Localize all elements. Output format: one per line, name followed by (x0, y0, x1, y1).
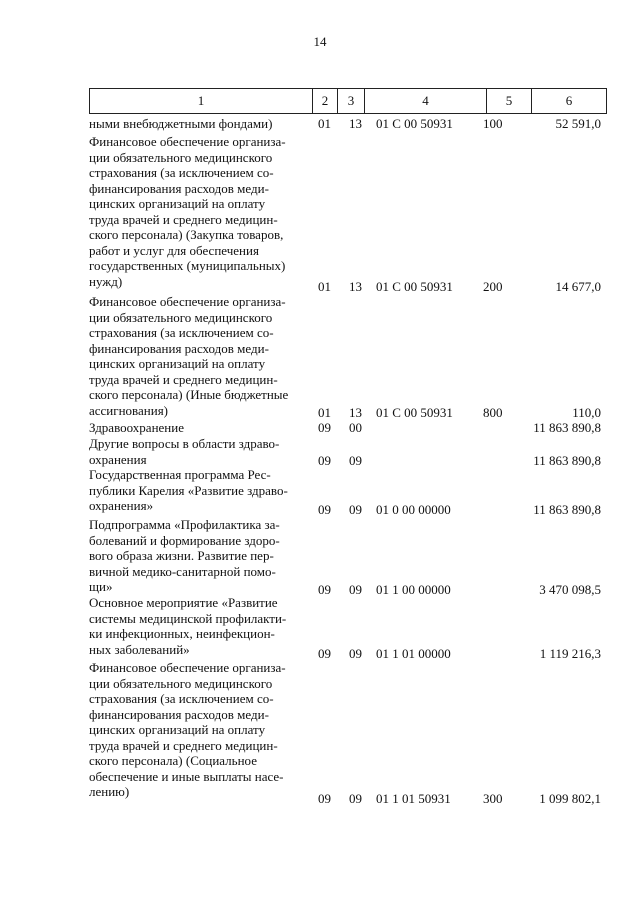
cell-pr: 09 (349, 502, 362, 517)
description-line: ского персонала) (Закупка товаров, (89, 227, 284, 242)
row-description (89, 467, 309, 514)
cell-sum: 110,0 (572, 405, 601, 420)
cell-vr: 300 (483, 791, 503, 806)
header-col-6: 6 (565, 93, 573, 108)
description-line: страхования (за исключением со- (89, 691, 274, 706)
description-line: Подпрограмма «Профилактика за- (89, 517, 280, 532)
description-line: ского персонала) (Социальное (89, 753, 257, 768)
row-description (89, 660, 309, 800)
description-line: вичной медико-санитарной помо- (89, 563, 276, 579)
description-line: страхования (за исключением со- (89, 165, 274, 180)
row-description (89, 134, 309, 289)
description-line: государственных (муниципальных) (89, 258, 286, 273)
header-col-3: 3 (338, 89, 365, 113)
cell-rz: 09 (318, 453, 331, 468)
description-line: ассигнования) (89, 402, 169, 418)
description-line: щи» (89, 579, 113, 594)
description-line: Государственная программа Рес- (89, 467, 271, 482)
cell-pr: 09 (349, 453, 362, 468)
row-description (89, 436, 309, 467)
header-col-5: 5 (487, 89, 532, 113)
cell-rz: 09 (318, 502, 331, 517)
cell-csr: 01 С 00 50931 (376, 116, 453, 131)
description-line: обеспечение и иные выплаты насе- (89, 768, 284, 784)
description-line: Основное мероприятие «Развитие (89, 595, 278, 610)
cell-vr: 100 (483, 116, 503, 131)
page-number: 14 (313, 34, 327, 49)
cell-sum: 11 863 890,8 (533, 502, 601, 517)
header-col-1: 1 (90, 89, 313, 113)
cell-pr: 13 (349, 116, 362, 131)
description-line: охранения (89, 451, 147, 467)
cell-rz: 01 (318, 405, 331, 420)
description-line: ции обязательного медицинского (89, 309, 273, 325)
description-line: работ и услуг для обеспечения (89, 242, 259, 258)
row-description (89, 116, 309, 132)
cell-pr: 09 (349, 582, 362, 597)
cell-sum: 3 470 098,5 (539, 582, 601, 597)
header-col-4: 4 (365, 89, 487, 113)
table-header (89, 88, 607, 114)
description-line: ского персонала) (Иные бюджетные (89, 387, 289, 402)
description-line: труда врачей и среднего медицин- (89, 737, 278, 753)
description-line: ки инфекционных, неинфекцион- (89, 626, 275, 641)
cell-sum: 52 591,0 (555, 116, 601, 131)
cell-sum: 1 119 216,3 (539, 646, 601, 661)
description-line: системы медицинской профилакти- (89, 610, 287, 626)
cell-csr: 01 0 00 00000 (376, 502, 451, 517)
description-line: страхования (за исключением со- (89, 325, 274, 340)
cell-vr: 800 (483, 405, 503, 420)
cell-csr: 01 С 00 50931 (376, 405, 453, 420)
cell-sum: 1 099 802,1 (539, 791, 601, 806)
description-line: публики Карелия «Развитие здраво- (89, 482, 288, 498)
description-line: труда врачей и среднего медицин- (89, 371, 278, 387)
cell-rz: 09 (318, 420, 331, 435)
description-line: финансирования расходов меди- (89, 180, 269, 196)
cell-sum: 11 863 890,8 (533, 420, 601, 435)
cell-pr: 00 (349, 420, 362, 435)
description-line: нужд) (89, 273, 123, 289)
cell-vr: 200 (483, 279, 503, 294)
cell-pr: 13 (349, 279, 362, 294)
row-description (89, 595, 309, 657)
cell-csr: 01 1 00 00000 (376, 582, 451, 597)
row-description (89, 517, 309, 595)
row-description (89, 420, 309, 436)
description-line: болеваний и формирование здоро- (89, 532, 280, 548)
row-description (89, 294, 309, 418)
description-line: цинских организаций на оплату (89, 196, 266, 211)
description-line: ных заболеваний» (89, 641, 190, 657)
description-line: лению) (89, 784, 130, 799)
cell-sum: 14 677,0 (555, 279, 601, 294)
description-line: ции обязательного медицинского (89, 675, 273, 691)
description-line: ными внебюджетными фондами) (89, 116, 273, 131)
description-line: финансирования расходов меди- (89, 706, 269, 722)
description-line: охранения» (89, 498, 154, 513)
cell-rz: 09 (318, 791, 331, 806)
description-line: финансирования расходов меди- (89, 340, 269, 356)
cell-rz: 09 (318, 646, 331, 661)
cell-csr: 01 С 00 50931 (376, 279, 453, 294)
cell-rz: 01 (318, 279, 331, 294)
cell-csr: 01 1 01 00000 (376, 646, 451, 661)
description-line: Финансовое обеспечение организа- (89, 134, 286, 149)
description-line: Здравоохранение (89, 420, 184, 435)
description-line: цинских организаций на оплату (89, 356, 266, 371)
description-line: Другие вопросы в области здраво- (89, 436, 280, 451)
cell-pr: 09 (349, 791, 362, 806)
cell-rz: 09 (318, 582, 331, 597)
cell-rz: 01 (318, 116, 331, 131)
cell-sum: 11 863 890,8 (533, 453, 601, 468)
header-col-2: 2 (313, 89, 338, 113)
cell-pr: 09 (349, 646, 362, 661)
description-line: ции обязательного медицинского (89, 149, 273, 165)
description-line: Финансовое обеспечение организа- (89, 660, 286, 675)
description-line: вого образа жизни. Развитие пер- (89, 548, 274, 563)
description-line: труда врачей и среднего медицин- (89, 211, 278, 227)
description-line: Финансовое обеспечение организа- (89, 294, 286, 309)
description-line: цинских организаций на оплату (89, 722, 266, 737)
cell-csr: 01 1 01 50931 (376, 791, 451, 806)
cell-pr: 13 (349, 405, 362, 420)
